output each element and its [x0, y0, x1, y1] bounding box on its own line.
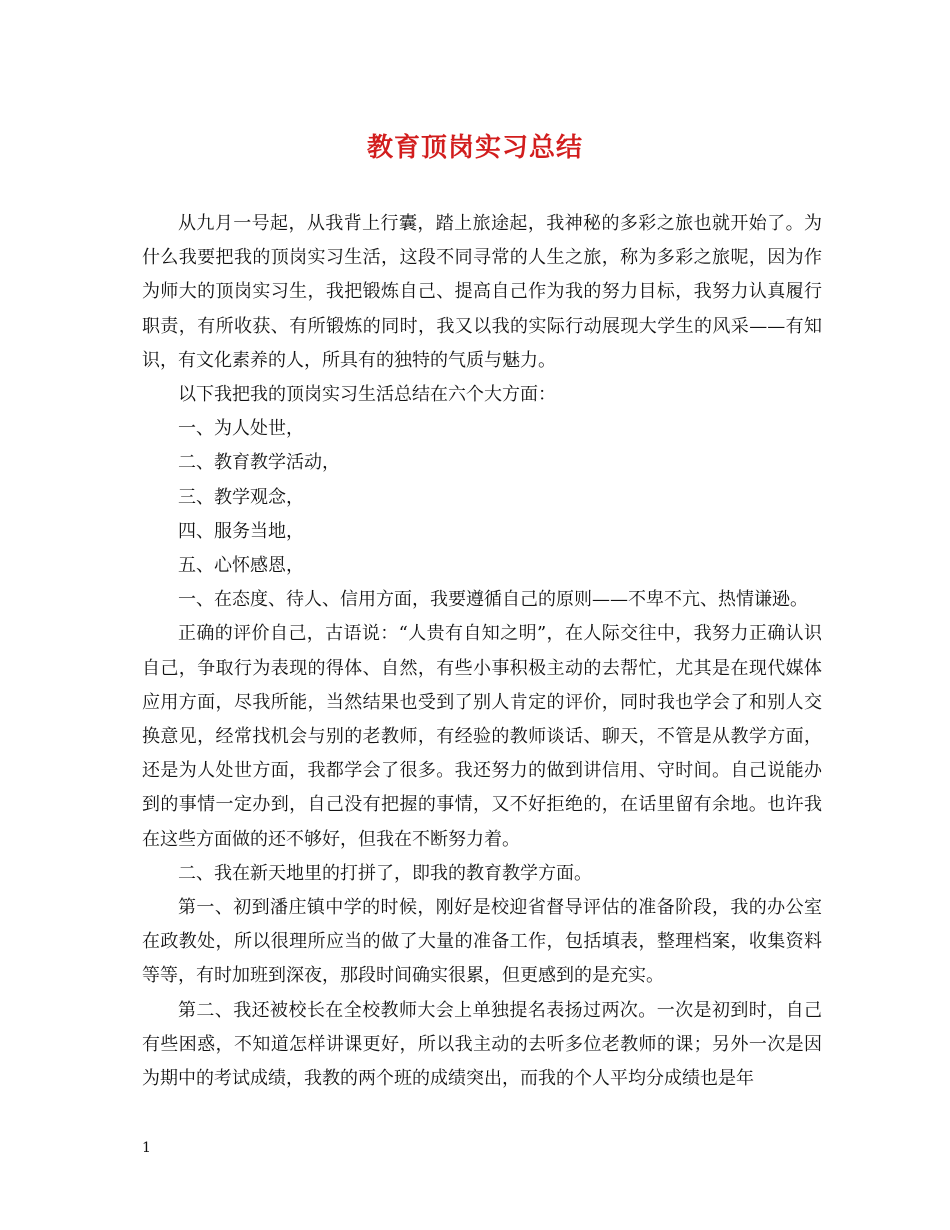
section-heading-1: 一、在态度、待人、信用方面，我要遵循自己的原则——不卑不亢、热情谦逊。: [178, 589, 808, 611]
list-item-3: 三、教学观念，: [178, 486, 304, 508]
paragraph-first-point: 第一、初到潘庄镇中学的时候，刚好是校迎省督导评估的准备阶段，我的办公室在政教处，所以很理所应当的做了大量的准备工作，包括填表，整理档案，收集资料等等，有时加班到深夜，那段时间确实很累，但更感到的是充实。: [142, 897, 822, 987]
list-item-1: 一、为人处世，: [178, 418, 304, 440]
paragraph-self-evaluation: 正确的评价自己，古语说：“人贵有自知之明”，在人际交往中，我努力正确认识自己，争取行为表现的得体、自然，有些小事积极主动的去帮忙，尤其是在现代媒体应用方面，尽我所能，当然结果也受到了别人肯定的评价，同时我也学会了和别人交换意见，经常找机会与别的老教师，有经验的教师谈话、聊天，不管是从教学方面，还是为人处世方面，我都学会了很多。我还努力的做到讲信用、守时间。自己说能办到的事情一定办到，自己没有把握的事情，又不好拒绝的，在话里留有余地。也许我在这些方面做的还不够好，但我在不断努力着。: [142, 623, 822, 850]
paragraph-second-point: 第二、我还被校长在全校教师大会上单独提名表扬过两次。一次是初到时，自己有些困惑，不知道怎样讲课更好，所以我主动的去听多位老教师的课；另外一次是因为期中的考试成绩，我教的两个班的成绩突出，而我的个人平均分成绩也是年: [142, 999, 822, 1090]
list-item-5: 五、心怀感恩，: [178, 555, 304, 577]
paragraph-intro: 从九月一号起，从我背上行囊，踏上旅途起，我神秘的多彩之旅也就开始了。为什么我要把我的顶岗实习生活，这段不同寻常的人生之旅，称为多彩之旅呢，因为作为师大的顶岗实习生，我把锻炼自己、提高自己作为我的努力目标，我努力认真履行职责，有所收获、有所锻炼的同时，我又以我的实际行动展现大学生的风采——有知识，有文化素养的人，所具有的独特的气质与魅力。: [142, 213, 822, 371]
section-heading-2: 二、我在新天地里的打拼了，即我的教育教学方面。: [178, 862, 592, 884]
document-body: [142, 207, 822, 1096]
document-title: 教育顶岗实习总结: [366, 133, 583, 163]
paragraph-overview: 以下我把我的顶岗实习生活总结在六个大方面：: [178, 384, 556, 406]
page-number: 1: [142, 1140, 151, 1156]
list-item-4: 四、服务当地，: [178, 520, 304, 542]
list-item-2: 二、教育教学活动，: [178, 452, 340, 474]
